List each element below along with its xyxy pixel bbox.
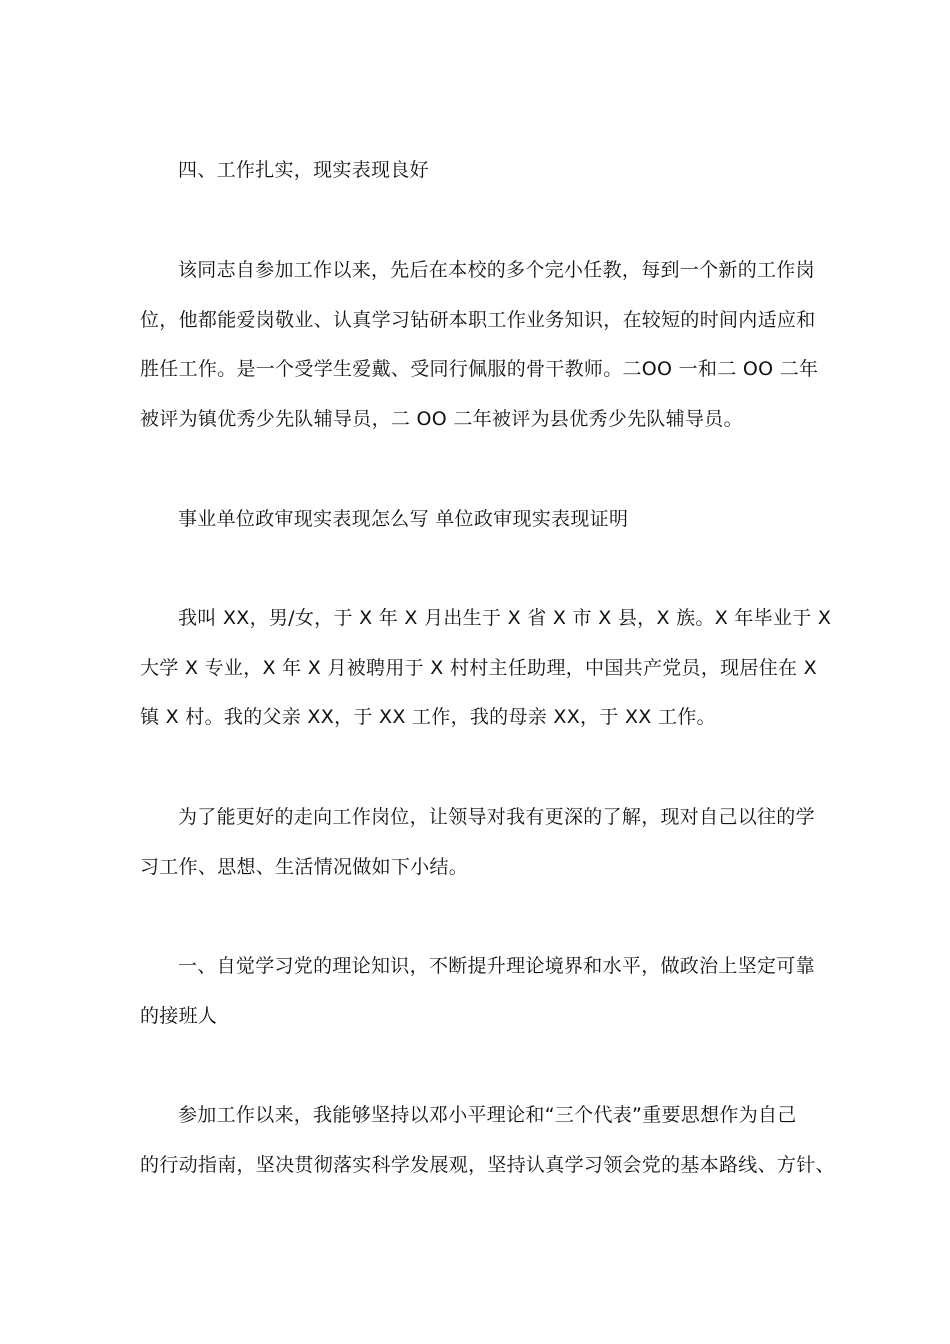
text-line: 镇 X 村。我的父亲 XX，于 XX 工作，我的母亲 XX，于 XX 工作。 [140, 706, 716, 728]
text-line: 我叫 XX，男/女，于 X 年 X 月出生于 X 省 X 市 X 县，X 族。X 年毕业于 X [178, 607, 832, 629]
text-line: 为了能更好的走向工作岗位，让领导对我有更深的了解，现对自己以往的学 [178, 806, 815, 828]
text-line: 的接班人 [140, 1004, 218, 1027]
text-line: 一、自觉学习党的理论知识，不断提升理论境界和水平，做政治上坚定可靠 [178, 955, 815, 977]
text-line: 大学 X 专业，X 年 X 月被聘用于 X 村村主任助理，中国共产党员，现居住在 X [140, 656, 817, 679]
paragraph-work-performance [140, 246, 819, 444]
text-line: 习工作、思想、生活情况做如下小结。 [140, 855, 469, 878]
section-heading-work [140, 146, 812, 196]
paragraph-personal-info [140, 594, 832, 743]
text-line: 四、工作扎实，现实表现良好 [178, 159, 429, 181]
article-title [140, 495, 812, 545]
paragraph-theory-study [140, 1091, 835, 1190]
text-line: 被评为镇优秀少先队辅导员，二 OO 二年被评为县优秀少先队辅导员。 [140, 407, 743, 430]
paragraph-summary-intro [140, 793, 815, 892]
section-heading-theory [140, 942, 815, 1041]
text-line: 胜任工作。是一个受学生爱戴、受同行佩服的骨干教师。二OO 一和二 OO 二年 [140, 358, 819, 380]
text-line: 的行动指南，坚决贯彻落实科学发展观，坚持认真学习领会党的基本路线、方针、 [140, 1153, 835, 1176]
text-line: 事业单位政审现实表现怎么写 单位政审现实表现证明 [178, 508, 629, 530]
text-line: 该同志自参加工作以来，先后在本校的多个完小任教，每到一个新的工作岗 [178, 259, 815, 281]
text-line: 参加工作以来，我能够坚持以邓小平理论和“三个代表”重要思想作为自己 [178, 1104, 797, 1126]
text-line: 位，他都能爱岗敬业、认真学习钻研本职工作业务知识，在较短的时间内适应和 [140, 308, 816, 331]
